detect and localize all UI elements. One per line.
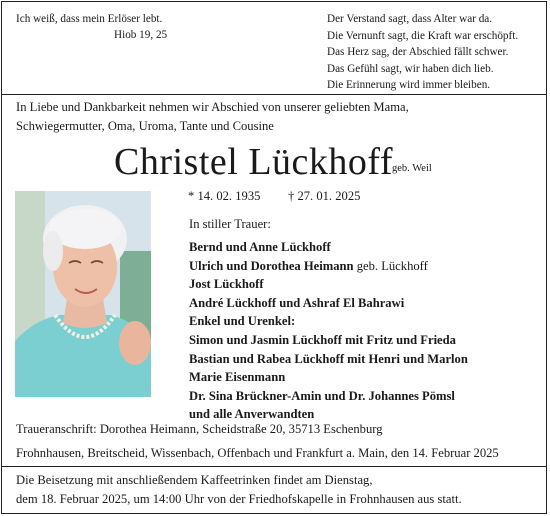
mourner-name: Enkel und Urenkel:	[189, 314, 296, 329]
mourner-line	[189, 294, 404, 313]
mourner-name: André Lückhoff und Ashraf El Bahrawi	[189, 295, 405, 310]
mourner-name: Marie Eisenmann	[189, 370, 286, 385]
places-and-date: Frohnhausen, Breitscheid, Wissenbach, Offenbach und Frankfurt a. Main, den 14. Februar 2025	[16, 446, 499, 460]
mourner-line	[189, 368, 285, 387]
mourner-name: Jost Lückhoff	[189, 277, 264, 292]
mourning-address: Traueranschrift: Dorothea Heimann, Scheidstraße 20, 35713 Eschenburg	[16, 422, 383, 436]
verse-left-reference: Hiob 19, 25	[114, 29, 168, 41]
verse-right-line5: Die Erinnerung wird immer bleiben.	[327, 79, 491, 92]
mourner-line	[189, 238, 331, 257]
birth-date: * 14. 02. 1935	[188, 189, 261, 203]
death-date: † 27. 01. 2025	[288, 189, 361, 203]
funeral-info-line2: dem 18. Februar 2025, um 14:00 Uhr von der Friedhofskapelle in Frohnhausen aus statt.	[16, 491, 462, 506]
portrait-illustration	[15, 191, 151, 397]
mourner-line	[189, 350, 468, 369]
deceased-name: Christel Lückhoff	[114, 141, 394, 183]
mourner-line	[189, 257, 428, 276]
divider-bottom	[1, 466, 547, 467]
mourner-note: geb. Lückhoff	[353, 258, 428, 273]
mourner-line	[189, 331, 456, 350]
verse-right-line2: Die Vernunft sagt, die Kraft war erschöpft.	[327, 29, 519, 42]
portrait-photo	[15, 191, 151, 397]
verse-right-line3: Das Herz sag, der Abschied fällt schwer.	[327, 46, 509, 59]
mourner-name: Bernd und Anne Lückhoff	[189, 240, 331, 254]
mourner-line	[189, 387, 455, 406]
intro-line2: Schwiegermutter, Oma, Uroma, Tante und Cousine	[16, 118, 274, 133]
mourner-name: Simon und Jasmin Lückhoff mit Fritz und Frieda	[189, 333, 456, 347]
verse-left-line1: Ich weiß, dass mein Erlöser lebt.	[16, 13, 163, 25]
intro-line1: In Liebe und Dankbarkeit nehmen wir Abschied von unserer geliebten Mama,	[16, 100, 409, 114]
divider-top	[1, 94, 547, 95]
funeral-info-line1: Die Beisetzung mit anschließendem Kaffeetrinken findet am Dienstag,	[16, 473, 373, 487]
mourner-name: Bastian und Rabea Lückhoff mit Henri und Marlon	[189, 351, 468, 366]
mourners-heading: In stiller Trauer:	[189, 217, 271, 231]
verse-right-line1: Der Verstand sagt, dass Alter war da.	[327, 13, 493, 25]
verse-right-line4: Das Gefühl sagt, wir haben dich lieb.	[327, 62, 494, 75]
mourner-name: Ulrich und Dorothea Heimann	[189, 258, 354, 273]
mourner-line	[189, 275, 264, 294]
mourner-name: und alle Anverwandten	[189, 407, 315, 422]
maiden-name: geb. Weil	[392, 163, 432, 174]
mourner-line	[189, 312, 295, 331]
mourner-name: Dr. Sina Brückner-Amin und Dr. Johannes Pömsl	[189, 388, 455, 403]
